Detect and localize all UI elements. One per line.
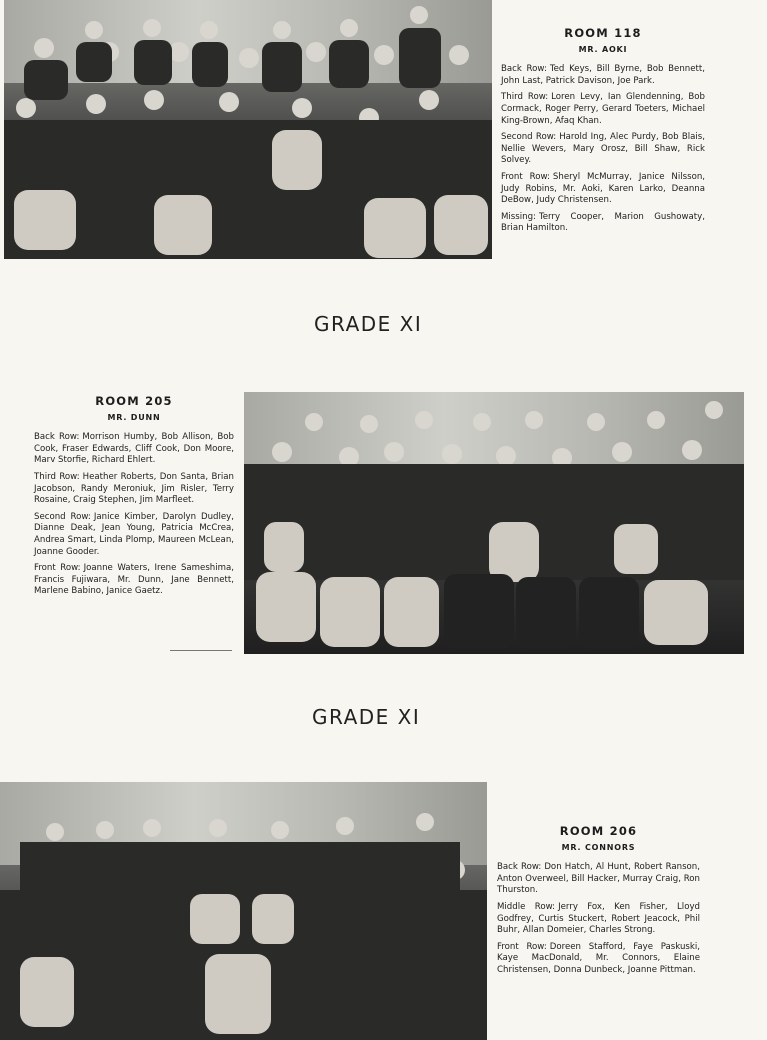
caption-room-206 [497, 826, 700, 982]
row-names: Joanne Waters, Irene Sameshima, Francis Fujiwara, Mr. Dunn, Jane Bennett, Marlene Babino, Janice Gaetz. [34, 563, 234, 597]
photo-people [244, 392, 744, 654]
class-photo-room-206 [0, 782, 487, 1040]
caption-row [34, 472, 234, 507]
row-label: Back Row: [501, 64, 547, 75]
caption-rule [170, 650, 232, 651]
caption-row [501, 212, 705, 235]
row-names: Don Hatch, Al Hunt, Robert Ranson, Anton Overweel, Bill Hacker, Murray Craig, Ron Thurston. [497, 862, 700, 896]
row-names: Harold Ing, Alec Purdy, Bob Blais, Nellie Wevers, Mary Orosz, Bill Shaw, Rick Solvey. [501, 132, 705, 166]
teacher-name: MR. AOKI [578, 44, 628, 54]
row-label: Back Row: [497, 862, 542, 873]
row-label: Second Row: [501, 132, 557, 143]
row-names: Loren Levy, Ian Glendenning, Bob Cormack, Roger Perry, Gerard Toeters, Michael King-Brown, Afaq Khan. [501, 92, 705, 126]
row-names: Janice Kimber, Darolyn Dudley, Dianne Deak, Jean Young, Patricia McCrea, Andrea Smart, Linda Plomp, Maureen McLean, Joanne Gooder. [34, 511, 234, 557]
caption-room-118 [501, 28, 705, 240]
row-label: Third Row: [34, 471, 80, 482]
row-names: Jerry Fox, Ken Fisher, Lloyd Godfrey, Curtis Stuckert, Robert Jeacock, Phil Buhr, Allan Domeier, Charles Strong. [497, 901, 700, 936]
row-names: Doreen Stafford, Faye Paskuski, Kaye MacDonald, Mr. Connors, Elaine Christensen, Donna Dunbeck, Joanne Pittman. [497, 941, 701, 975]
caption-row [34, 432, 234, 467]
caption-row [34, 563, 234, 598]
row-names: Sheryl McMurray, Janice Nilsson, Judy Robins, Mr. Aoki, Karen Larko, Deanna DeBow, Judy Christensen. [501, 171, 705, 206]
photo-people [4, 0, 492, 259]
row-label: Second Row: [34, 511, 91, 522]
room-number: ROOM 118 [564, 26, 642, 40]
caption-row [497, 862, 700, 897]
photo-people [0, 782, 487, 1040]
caption-row [497, 902, 700, 937]
grade-heading: GRADE XI [314, 312, 423, 336]
caption-row [501, 92, 705, 127]
caption-row [501, 64, 705, 87]
row-label: Front Row: [497, 941, 547, 952]
caption-row [501, 172, 705, 207]
row-names: Terry Cooper, Marion Gushowaty, Brian Hamilton. [501, 211, 705, 234]
row-label: Middle Row: [497, 901, 556, 912]
row-label: Missing: [501, 211, 536, 222]
caption-room-205 [34, 396, 234, 603]
class-photo-room-118 [4, 0, 492, 259]
row-names: Heather Roberts, Don Santa, Brian Jacobson, Randy Meroniuk, Jim Risler, Terry Rosaine, Craig Stephen, Jim Marfleet. [34, 471, 234, 506]
row-label: Back Row: [34, 432, 80, 443]
caption-row [501, 132, 705, 167]
grade-heading: GRADE XI [312, 705, 421, 729]
room-number: ROOM 205 [95, 394, 173, 408]
teacher-name: MR. DUNN [107, 412, 161, 422]
room-number: ROOM 206 [559, 824, 638, 838]
caption-row [34, 512, 234, 558]
row-names: Morrison Humby, Bob Allison, Bob Cook, Fraser Edwards, Cliff Cook, Don Moore, Marv Storfie, Richard Ehlert. [34, 432, 234, 466]
row-label: Front Row: [34, 563, 81, 574]
row-label: Front Row: [501, 171, 550, 182]
row-names: Ted Keys, Bill Byrne, Bob Bennett, John Last, Patrick Davison, Joe Park. [501, 64, 705, 86]
caption-row [497, 942, 700, 977]
class-photo-room-205 [244, 392, 744, 654]
row-label: Third Row: [501, 92, 549, 103]
teacher-name: MR. CONNORS [561, 842, 636, 852]
